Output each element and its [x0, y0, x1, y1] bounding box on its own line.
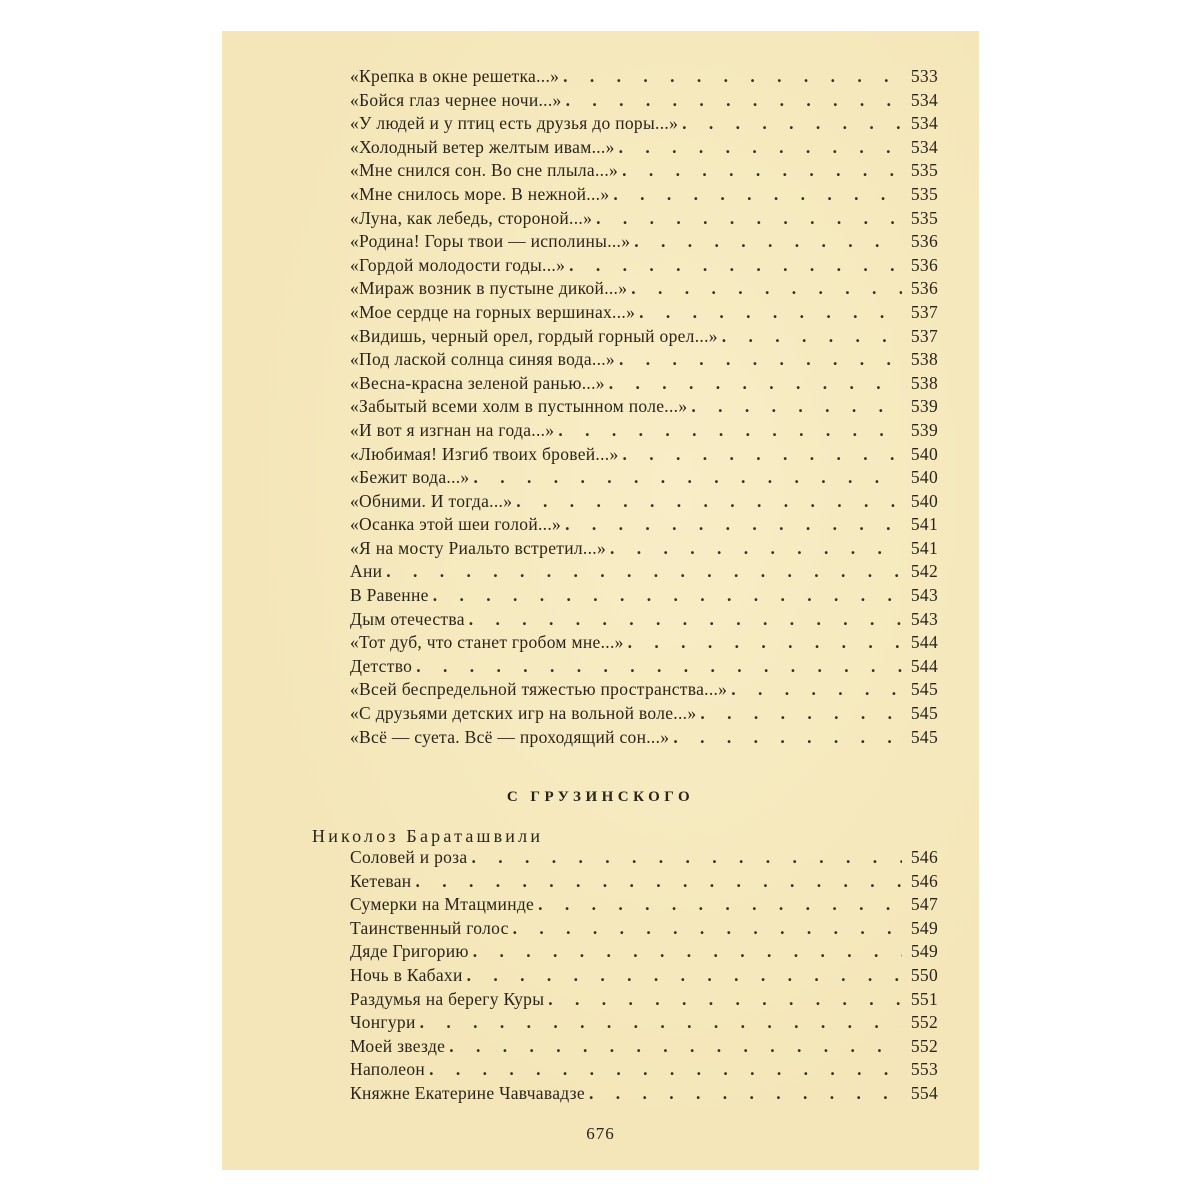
dot-leader [691, 396, 902, 417]
dot-leader [471, 847, 902, 868]
toc-entry-title: Наполеон [350, 1059, 426, 1080]
toc-entry-title: «Видишь, черный орел, гордый горный орел...» [350, 325, 718, 346]
toc-entry [350, 1036, 938, 1060]
toc-entry-page: 551 [910, 988, 938, 1009]
dot-leader [420, 1012, 902, 1033]
dot-leader [673, 727, 902, 748]
dot-leader [558, 420, 902, 441]
toc-entry-title: Кетеван [350, 870, 412, 891]
toc-entry [350, 137, 938, 161]
toc-entry-title: Раздумья на берегу Куры [350, 988, 545, 1009]
page-number: 676 [586, 1124, 615, 1143]
toc-entry [350, 609, 938, 633]
toc-entry-title: Княжне Екатерине Чавчавадзе [350, 1082, 585, 1103]
dot-leader [589, 1083, 902, 1104]
toc-entry [350, 585, 938, 609]
toc-entry-page: 535 [910, 160, 938, 181]
toc-entry-page: 536 [910, 278, 938, 299]
dot-leader [569, 255, 902, 276]
toc-entry-title: Сумерки на Мтацминде [350, 894, 535, 915]
toc-entry-title: «Мираж возник в пустыне дикой...» [350, 278, 628, 299]
toc-entry-page: 534 [910, 136, 938, 157]
toc-entry-title: «Под лаской солнца синяя вода...» [350, 349, 615, 370]
section-heading: С ГРУЗИНСКОГО [506, 789, 695, 805]
toc-entry [350, 160, 938, 184]
dot-leader [623, 444, 902, 465]
toc-entry-page: 543 [910, 608, 938, 629]
toc-entry-title: «Холодный ветер желтым ивам...» [350, 136, 615, 157]
toc-entry-page: 546 [910, 870, 938, 891]
dot-leader [566, 90, 902, 111]
toc-entry-page: 536 [910, 231, 938, 252]
toc-entry [350, 1012, 938, 1036]
toc-entry-title: «И вот я изгнан на года...» [350, 419, 555, 440]
dot-leader [619, 349, 902, 370]
toc-entry [350, 278, 938, 302]
toc-entry-title: «Мое сердце на горных вершинах...» [350, 301, 636, 322]
toc-entry [350, 561, 938, 585]
dot-leader [610, 538, 902, 559]
toc-entry-page: 536 [910, 254, 938, 275]
toc-entry-page: 535 [910, 183, 938, 204]
dot-leader [433, 585, 902, 606]
toc-entry [350, 989, 938, 1013]
toc-entry-page: 540 [910, 467, 938, 488]
dot-leader [473, 941, 902, 962]
toc-entry [350, 941, 938, 965]
toc-list [350, 66, 938, 750]
toc-entry-page: 540 [910, 443, 938, 464]
dot-leader [469, 609, 902, 630]
dot-leader [628, 632, 902, 653]
toc-entry-page: 546 [910, 847, 938, 867]
toc-entry-title: Дым отечества [350, 608, 465, 629]
toc-entry [350, 302, 938, 326]
toc-entry [350, 632, 938, 656]
toc-entry [350, 1083, 938, 1107]
toc-entry [350, 208, 938, 232]
toc-entry [350, 965, 938, 989]
toc-entry-title: «Весна-красна зеленой ранью...» [350, 372, 605, 393]
dot-leader [596, 208, 902, 229]
dot-leader [548, 989, 902, 1010]
toc-entry-title: В Равенне [350, 585, 429, 606]
dot-leader [416, 656, 902, 677]
toc-entry-page: 545 [910, 679, 938, 700]
toc-entry-page: 533 [910, 66, 938, 86]
toc-entry-page: 550 [910, 964, 938, 985]
dot-leader [622, 160, 902, 181]
dot-leader [467, 965, 902, 986]
toc-entry-title: «Мне снилось море. В нежной...» [350, 183, 610, 204]
toc-entry [350, 90, 938, 114]
author-heading: Николоз Бараташвили [312, 826, 544, 846]
toc-entry [350, 1059, 938, 1083]
toc-entry [350, 491, 938, 515]
toc-entry-title: «Всё — суета. Всё — проходящий сон...» [350, 726, 670, 747]
toc-entry-page: 553 [910, 1059, 938, 1080]
toc-entry-title: Ани [350, 561, 383, 582]
toc-entry-title: «Бежит вода...» [350, 467, 470, 488]
toc-entry-page: 539 [910, 419, 938, 440]
toc-entry-title: «У людей и у птиц есть друзья до поры...» [350, 113, 679, 134]
dot-leader [700, 703, 902, 724]
toc-entry [350, 894, 938, 918]
dot-leader [682, 113, 902, 134]
dot-leader [563, 66, 902, 87]
toc-entry-page: 535 [910, 207, 938, 228]
toc-entry-page: 549 [910, 941, 938, 962]
toc-entry-title: «Бойся глаз чернее ночи...» [350, 89, 562, 110]
toc-entry-title: «Всей беспредельной тяжестью пространства...» [350, 679, 728, 700]
toc-entry-page: 547 [910, 894, 938, 915]
toc-entry-page: 542 [910, 561, 938, 582]
dot-leader [429, 1059, 902, 1080]
toc-entry-title: «Осанка этой шеи голой...» [350, 514, 562, 535]
toc-entry-page: 554 [910, 1082, 938, 1103]
dot-leader [631, 278, 902, 299]
dot-leader [639, 302, 902, 323]
dot-leader [634, 231, 902, 252]
toc-entry-page: 544 [910, 632, 938, 653]
toc-entry-title: «Я на мосту Риальто встретил...» [350, 537, 607, 558]
dot-leader [613, 184, 902, 205]
toc-entry-page: 549 [910, 917, 938, 938]
toc-entry [350, 184, 938, 208]
toc-entry [350, 679, 938, 703]
dot-leader [516, 491, 902, 512]
toc-entry [350, 255, 938, 279]
toc-entry-page: 541 [910, 514, 938, 535]
dot-leader [619, 137, 902, 158]
dot-leader [538, 894, 902, 915]
toc-entry-page: 538 [910, 349, 938, 370]
toc-entry [350, 373, 938, 397]
toc-entry-page: 537 [910, 325, 938, 346]
toc-entry-page: 543 [910, 585, 938, 606]
toc-entry-title: «Крепка в окне решетка...» [350, 66, 560, 86]
toc-entry-page: 545 [910, 726, 938, 747]
toc-entry-page: 534 [910, 89, 938, 110]
toc-entry [350, 231, 938, 255]
toc-entry [350, 514, 938, 538]
toc-entry [350, 349, 938, 373]
dot-leader [415, 871, 902, 892]
toc-entry-title: «Родина! Горы твои — исполины...» [350, 231, 631, 252]
toc-entry [350, 538, 938, 562]
toc-entry-page: 545 [910, 703, 938, 724]
toc-entry-title: «Луна, как лебедь, стороной...» [350, 207, 593, 228]
toc-entry-title: «Тот дуб, что станет гробом мне...» [350, 632, 624, 653]
dot-leader [731, 679, 902, 700]
toc-entry-title: Детство [350, 655, 413, 676]
toc-entry-title: «Обними. И тогда...» [350, 490, 513, 511]
dot-leader [449, 1036, 902, 1057]
toc-entry [350, 918, 938, 942]
dot-leader [609, 373, 902, 394]
toc-entry-title: Соловей и роза [350, 847, 468, 867]
toc-entry [350, 66, 938, 90]
toc-entry [350, 656, 938, 680]
toc-entry [350, 467, 938, 491]
toc-entry-title: «Мне снился сон. Во сне плыла...» [350, 160, 619, 181]
toc-entry-page: 552 [910, 1035, 938, 1056]
toc-entry-page: 534 [910, 113, 938, 134]
toc-entry-page: 538 [910, 372, 938, 393]
toc-entry-title: «Забытый всеми холм в пустынном поле...» [350, 396, 688, 417]
toc-entry [350, 847, 938, 871]
book-page [222, 31, 979, 1170]
toc-entry [350, 326, 938, 350]
toc-entry [350, 396, 938, 420]
toc-entry-page: 544 [910, 655, 938, 676]
toc-entry-title: Дяде Григорию [350, 941, 469, 962]
toc-entry [350, 871, 938, 895]
toc-entry-title: Чонгури [350, 1012, 416, 1033]
toc-entry-title: «С друзьями детских игр на вольной воле...» [350, 703, 697, 724]
toc-entry [350, 727, 938, 751]
toc-entry [350, 420, 938, 444]
toc-entry [350, 703, 938, 727]
toc-entry [350, 444, 938, 468]
toc-entry-page: 541 [910, 537, 938, 558]
toc-entry-page: 540 [910, 490, 938, 511]
dot-leader [473, 467, 902, 488]
toc-entry [350, 113, 938, 137]
toc-entry-page: 539 [910, 396, 938, 417]
toc-entry-title: «Любимая! Изгиб твоих бровей...» [350, 443, 619, 464]
dot-leader [386, 561, 902, 582]
toc-entry-page: 537 [910, 301, 938, 322]
toc-entry-title: Таинственный голос [350, 917, 509, 938]
author-toc-list [350, 847, 938, 1107]
toc-entry-title: «Гордой молодости годы...» [350, 254, 566, 275]
toc-entry-page: 552 [910, 1012, 938, 1033]
toc-entry-title: Ночь в Кабахи [350, 964, 463, 985]
dot-leader [722, 326, 902, 347]
dot-leader [565, 514, 902, 535]
toc-entry-title: Моей звезде [350, 1035, 446, 1056]
dot-leader [513, 918, 902, 939]
